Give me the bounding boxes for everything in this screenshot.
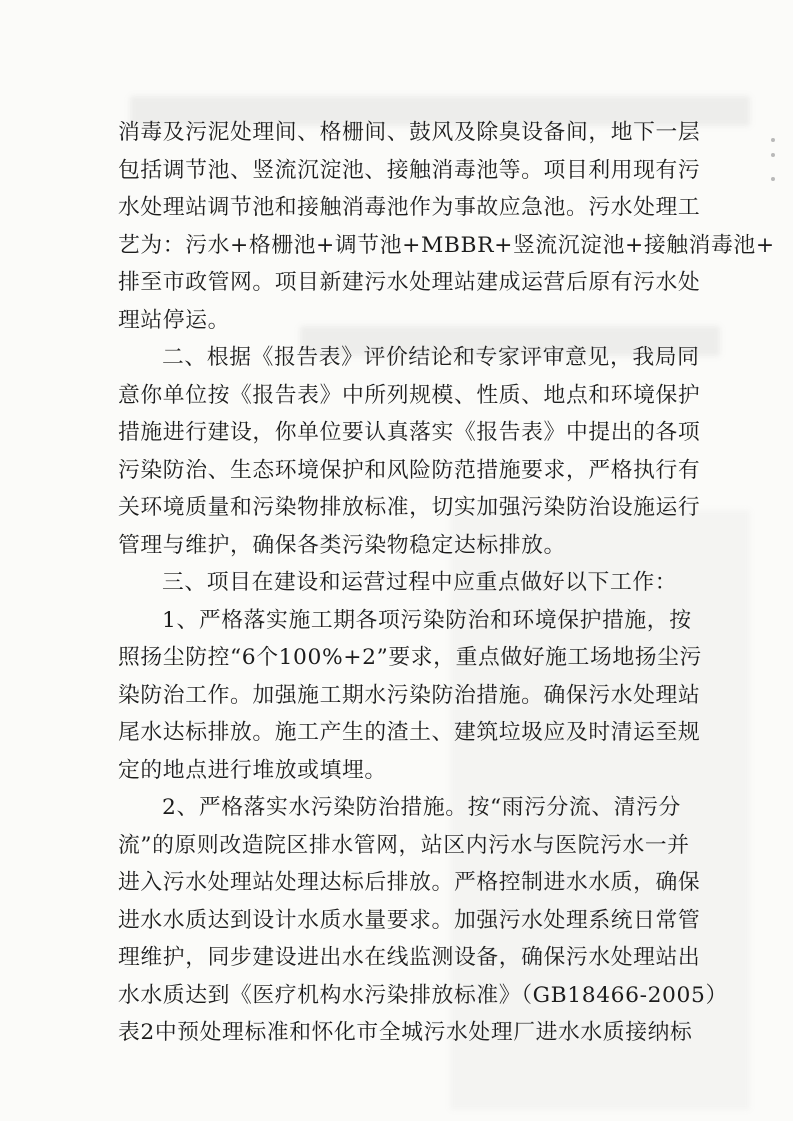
scan-mark bbox=[771, 177, 775, 181]
text-line: 1、严格落实施工期各项污染防治和环境保护措施，按 bbox=[162, 607, 692, 633]
text-line: 水水质达到《医疗机构水污染排放标准》（GB18466-2005） bbox=[118, 982, 728, 1008]
text-line: 包括调节池、竖流沉淀池、接触消毒池等。项目利用现有污 bbox=[118, 157, 701, 183]
text-line: 关环境质量和污染物排放标准，切实加强污染防治设施运行 bbox=[118, 495, 701, 520]
text-line: 消毒及污泥处理间、格栅间、鼓风及除臭设备间，地下一层 bbox=[118, 120, 701, 145]
text-line: 措施进行建设，你单位要认真落实《报告表》中提出的各项 bbox=[118, 420, 701, 445]
text-line: 进入污水处理站处理达标后排放。严格控制进水水质，确保 bbox=[118, 870, 701, 895]
text-line: 艺为：污水+格栅池+调节池+MBBR+竖流沉淀池+接触消毒池+ bbox=[118, 232, 775, 258]
text-line: 表2中预处理标准和怀化市全城污水处理厂进水水质接纳标 bbox=[118, 1020, 693, 1045]
scan-mark bbox=[771, 138, 775, 142]
text-line: 定的地点进行堆放或填埋。 bbox=[118, 757, 387, 783]
text-line: 污染防治、生态环境保护和风险防范措施要求，严格执行有 bbox=[118, 457, 701, 483]
text-line: 照扬尘防控“6个100%+2”要求，重点做好施工场地扬尘污 bbox=[118, 645, 702, 670]
text-line: 进水水质达到设计水质水量要求。加强污水处理系统日常管 bbox=[118, 907, 701, 933]
text-line: 二、根据《报告表》评价结论和专家评审意见，我局同 bbox=[162, 345, 700, 370]
text-line: 流”的原则改造院区排水管网，站区内污水与医院污水一并 bbox=[118, 832, 690, 858]
text-line: 排至市政管网。项目新建污水处理站建成运营后原有污水处 bbox=[118, 270, 701, 295]
text-line: 理站停运。 bbox=[118, 307, 230, 333]
body-text bbox=[118, 114, 775, 1052]
text-line: 尾水达标排放。施工产生的渣土、建筑垃圾应及时清运至规 bbox=[118, 720, 701, 745]
scan-mark bbox=[771, 153, 775, 157]
text-line: 染防治工作。加强施工期水污染防治措施。确保污水处理站 bbox=[118, 682, 701, 708]
text-line: 管理与维护，确保各类污染物稳定达标排放。 bbox=[118, 532, 566, 558]
text-line: 理维护，同步建设进出水在线监测设备，确保污水处理站出 bbox=[118, 945, 701, 970]
text-line: 水处理站调节池和接触消毒池作为事故应急池。污水处理工 bbox=[118, 195, 701, 220]
text-line: 三、项目在建设和运营过程中应重点做好以下工作： bbox=[162, 570, 678, 595]
text-line: 意你单位按《报告表》中所列规模、性质、地点和环境保护 bbox=[118, 382, 701, 408]
text-line: 2、严格落实水污染防治措施。按“雨污分流、清污分 bbox=[162, 795, 681, 820]
